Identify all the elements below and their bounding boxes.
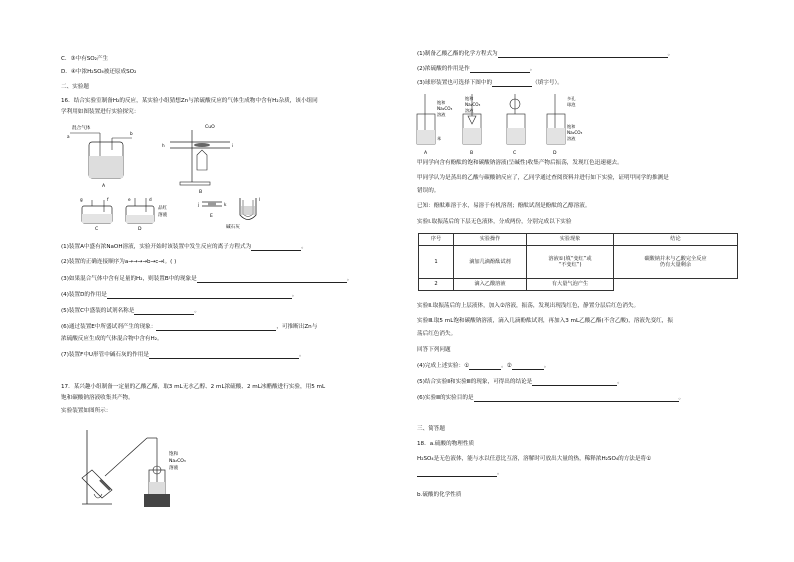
- q17-item4: (4)完成上述实验：① 。② 。: [417, 363, 550, 369]
- para-9: 回答下列问题: [417, 347, 451, 353]
- cuo-label: CuO: [205, 125, 215, 130]
- port-g-label: g: [80, 197, 83, 202]
- q17-item3-answer-blank[interactable]: [492, 81, 532, 87]
- table-header-row: [419, 234, 738, 246]
- q17-item4-blank-1[interactable]: [469, 364, 501, 370]
- solution-label: 溶液: [158, 213, 168, 218]
- right-column: [397, 0, 794, 562]
- para-1: 甲同学向含有酚酞的饱和碳酸钠溶液(呈碱性)收集产物后振荡，发现红色迅速褪去。: [417, 160, 623, 166]
- q16-item6-text-b: ，可推断出Zn与: [276, 324, 318, 330]
- q16-item3: (3)如果混合气体中含有足量的H₂，则装置B中的现象是 。: [61, 276, 353, 282]
- choice-a-label-3: 溶液: [437, 112, 446, 117]
- port-k-label: k: [224, 202, 227, 207]
- q16-item7-text: (7)装置F中U形管中碱石灰的作用是: [61, 352, 149, 358]
- q16-item6-text-a: (6)通过装置E中所盛试剂产生的现象：: [61, 324, 157, 330]
- q17-item3-suffix: （填字号）。: [532, 80, 563, 86]
- label-a: A: [102, 184, 106, 189]
- q16-item7-answer-blank[interactable]: [149, 353, 299, 359]
- table-header-cell: 序号: [419, 234, 454, 246]
- experiment-table: [418, 233, 738, 291]
- q17-item1-text: (1)制备乙酸乙酯的化学方程式为: [417, 51, 498, 57]
- q16-item6-cont: 浓硫酸反应生成的气体混合物中含有H₂。: [61, 336, 163, 342]
- table-cell: 滴入乙酸溶液: [454, 279, 527, 291]
- q16-item1-answer-blank[interactable]: [251, 245, 301, 251]
- table-cell: [614, 246, 738, 279]
- choice-b-label-1: 饱和: [465, 96, 474, 101]
- table-cell-text: 溶液①: [548, 255, 564, 262]
- q16-apparatus-figure: [62, 120, 312, 230]
- q16-apparatus-drawing: [62, 120, 312, 230]
- table-header-cell: 实验操作: [454, 234, 527, 246]
- para-2: 甲同学认为是蒸出的乙酸与碳酸钠反应了，乙同学通过查阅资料并进行如下实验，证明甲同学的推测是: [417, 175, 669, 181]
- q17-item4-blank-2[interactable]: [512, 364, 544, 370]
- label-d: D: [138, 227, 142, 232]
- q16-intro-line2: 学利用如图装置进行实验探究：: [61, 109, 140, 115]
- table-cell: [527, 246, 614, 279]
- option-c: C．③中有SO₂产生: [61, 56, 109, 62]
- q17-item5: (5)结合实验Ⅱ和实验Ⅲ的现象，可得出的结论是 。: [417, 379, 623, 385]
- port-e-label: e: [128, 197, 131, 202]
- q16-item4: (4)装置D的作用是 。: [61, 292, 298, 298]
- choice-d-label-5: 溶液: [567, 136, 576, 141]
- q17-item6-text: (6)实验Ⅲ的实验目的是: [417, 395, 474, 401]
- choice-d-label-2: 球泡: [567, 102, 576, 107]
- choice-figures: [415, 94, 585, 156]
- q17-item6: (6)实验Ⅲ的实验目的是 。: [417, 395, 685, 401]
- q17-apparatus-figure: [72, 420, 212, 508]
- table-cell-text: (填“变红”或: [563, 255, 592, 262]
- q17-item2-answer-blank[interactable]: [470, 67, 530, 73]
- para-7: 实验Ⅲ.取5 mL饱和碳酸钠溶液，滴入几滴酚酞试剂，再加入3 mL乙酸乙酯(不含乙酸)，溶液先变红，振: [417, 318, 673, 324]
- label-e: E: [210, 214, 213, 219]
- q18-item1-blank-line: 。: [417, 470, 503, 477]
- q17-item4-text-b: 。②: [501, 363, 512, 369]
- q17-intro-line2: 饱和碳酸钠溶液收集其产物。: [61, 395, 134, 401]
- option-d: D．④中浓H₂SO₄被还原成SO₂: [61, 69, 137, 75]
- para-6: 实验Ⅱ.取振荡后的上层液体，加入②溶液，振荡，发现出现浅红色，静置分层后红色消失。: [417, 303, 640, 309]
- q17-item6-answer-blank[interactable]: [474, 396, 679, 402]
- q17-item2-text: (2)浓硫酸的作用是作: [417, 66, 470, 72]
- table-cell: 滴加几滴酚酞试剂: [454, 246, 527, 279]
- q17-item4-text-a: (4)完成上述实验：①: [417, 363, 470, 369]
- q18-b-heading: b.硫酸的化学性质: [417, 492, 462, 498]
- q17-item2: (2)浓硫酸的作用是作 。: [417, 66, 536, 72]
- choice-d-label-3: 饱和: [567, 124, 576, 129]
- q17-item5-text: (5)结合实验Ⅱ和实验Ⅲ的现象，可得出的结论是: [417, 379, 533, 385]
- q17-item3-text: (3)球形装置也可选择下图中的: [417, 80, 493, 86]
- q16-item4-answer-blank[interactable]: [107, 293, 292, 299]
- para-3: 错误的。: [417, 188, 440, 194]
- section-2-heading: 二、实验题: [61, 84, 89, 90]
- q17-figure-caption: 实验装置如图所示：: [61, 408, 112, 414]
- q17-item5-answer-blank[interactable]: [532, 380, 617, 386]
- q16-item3-text: (3)如果混合气体中含有足量的H₂，则装置B中的现象是: [61, 276, 197, 282]
- label-c: C: [95, 227, 99, 232]
- choice-d-label-1: 多孔: [567, 96, 576, 101]
- q17-label-1: 饱和: [169, 452, 179, 457]
- choice-b-label-2: Na₂CO₃: [465, 102, 481, 107]
- q17-item3: [417, 80, 563, 87]
- choice-figures-drawing: [415, 94, 585, 156]
- port-a-label: a: [67, 134, 70, 139]
- label-b: B: [199, 190, 203, 195]
- port-i-label: i: [232, 143, 234, 148]
- q18-heading: 18．a.硫酸的物理性质: [417, 441, 475, 447]
- table-cell-line: 碳酸钠并未与乙酸完全反应: [644, 255, 707, 262]
- port-l-label: l: [259, 197, 261, 202]
- table-cell: 1: [419, 246, 454, 279]
- table-cell-line: 仍有大量剩余: [659, 262, 692, 268]
- table-header-cell: 实验现象: [527, 234, 614, 246]
- q16-item6: [61, 324, 317, 331]
- table-cell-line: “不变红”): [558, 262, 582, 268]
- choice-a-label-4: 苯: [437, 136, 442, 141]
- q17-label-2: Na₂CO₃: [169, 459, 186, 464]
- q16-item4-text: (4)装置D的作用是: [61, 292, 107, 298]
- q16-item2: (2)装置的正确连接顺序为a→→→→b→c→l。( ): [61, 259, 177, 265]
- para-4: 已知：酚酞难溶于水，易溶于有机溶剂；酚酞试剂是酚酞的乙醇溶液。: [417, 203, 591, 209]
- soda-lime-label: 碱石灰: [226, 225, 240, 230]
- choice-d-label-4: Na₂CO₃: [567, 130, 583, 135]
- port-d-label: d: [149, 197, 152, 202]
- q17-apparatus-drawing: [72, 420, 212, 508]
- q17-item1-answer-blank[interactable]: [498, 52, 668, 58]
- choice-a-label-1: 饱和: [437, 100, 446, 105]
- q16-item6-answer-blank[interactable]: [156, 325, 276, 331]
- choice-b-label-3: 溶液: [465, 108, 474, 113]
- q16-item5-text: (5)装置C中盛装的试剂名称是: [61, 308, 135, 314]
- port-b-label: b: [130, 131, 133, 136]
- pinhong-label: 品红: [158, 206, 168, 211]
- q16-item7: (7)装置F中U形管中碱石灰的作用是 。: [61, 352, 305, 358]
- choice-d: D: [553, 151, 557, 156]
- q18-item1-answer-blank[interactable]: [417, 471, 497, 477]
- table-row: [419, 279, 738, 291]
- choice-c: C: [513, 151, 517, 156]
- q17-label-3: 溶液: [169, 466, 179, 471]
- q17-intro-line1: 17．某兴趣小组制备一定量的乙酸乙酯，取3 mL无水乙醇、2 mL浓硫酸、2 mL冰醋酸进行实验，用5 mL: [61, 384, 326, 390]
- para-5: 实验Ⅰ.取振荡后的下层无色液体，分成两份，分别完成以下实验: [417, 219, 572, 225]
- para-8: 荡后红色消失。: [417, 331, 457, 337]
- port-h-label: h: [162, 143, 165, 148]
- section-3-heading: 三、简答题: [417, 426, 445, 432]
- q16-intro-line1: 16．结合实验室制备H₂的反应，某实验小组猜想Zn与浓硫酸反应的气体生成物中含有H₂杂质，该小组同: [61, 98, 318, 104]
- port-j-label: j: [198, 202, 200, 207]
- q16-item3-answer-blank[interactable]: [197, 277, 347, 283]
- choice-a: A: [424, 151, 428, 156]
- table-cell: 2: [419, 279, 454, 291]
- q18-item1: H₂SO₄是无色液体，能与水以任意比互溶，溶解时可放出大量的热，稀释浓H₂SO₄的方法是将①: [417, 456, 652, 462]
- table-row: [419, 246, 738, 279]
- q16-item1: (1)装置A中盛有浓NaOH溶液，实验开始时该装置中发生反应的离子方程式为 。: [61, 244, 307, 250]
- q16-item5-answer-blank[interactable]: [134, 309, 194, 315]
- choice-a-label-2: Na₂CO₃: [437, 106, 453, 111]
- mixed-gas-label: 混合气体: [72, 126, 91, 131]
- choice-b: B: [470, 151, 474, 156]
- table-cell: 有大量气泡产生: [527, 279, 614, 291]
- q16-item5: (5)装置C中盛装的试剂名称是 。: [61, 308, 200, 314]
- q17-item1: (1)制备乙酸乙酯的化学方程式为 。: [417, 51, 674, 57]
- q16-item1-text: (1)装置A中盛有浓NaOH溶液，实验开始时该装置中发生反应的离子方程式为: [61, 244, 252, 250]
- port-f-label: f: [107, 197, 109, 202]
- table-header-cell: 结论: [614, 234, 738, 246]
